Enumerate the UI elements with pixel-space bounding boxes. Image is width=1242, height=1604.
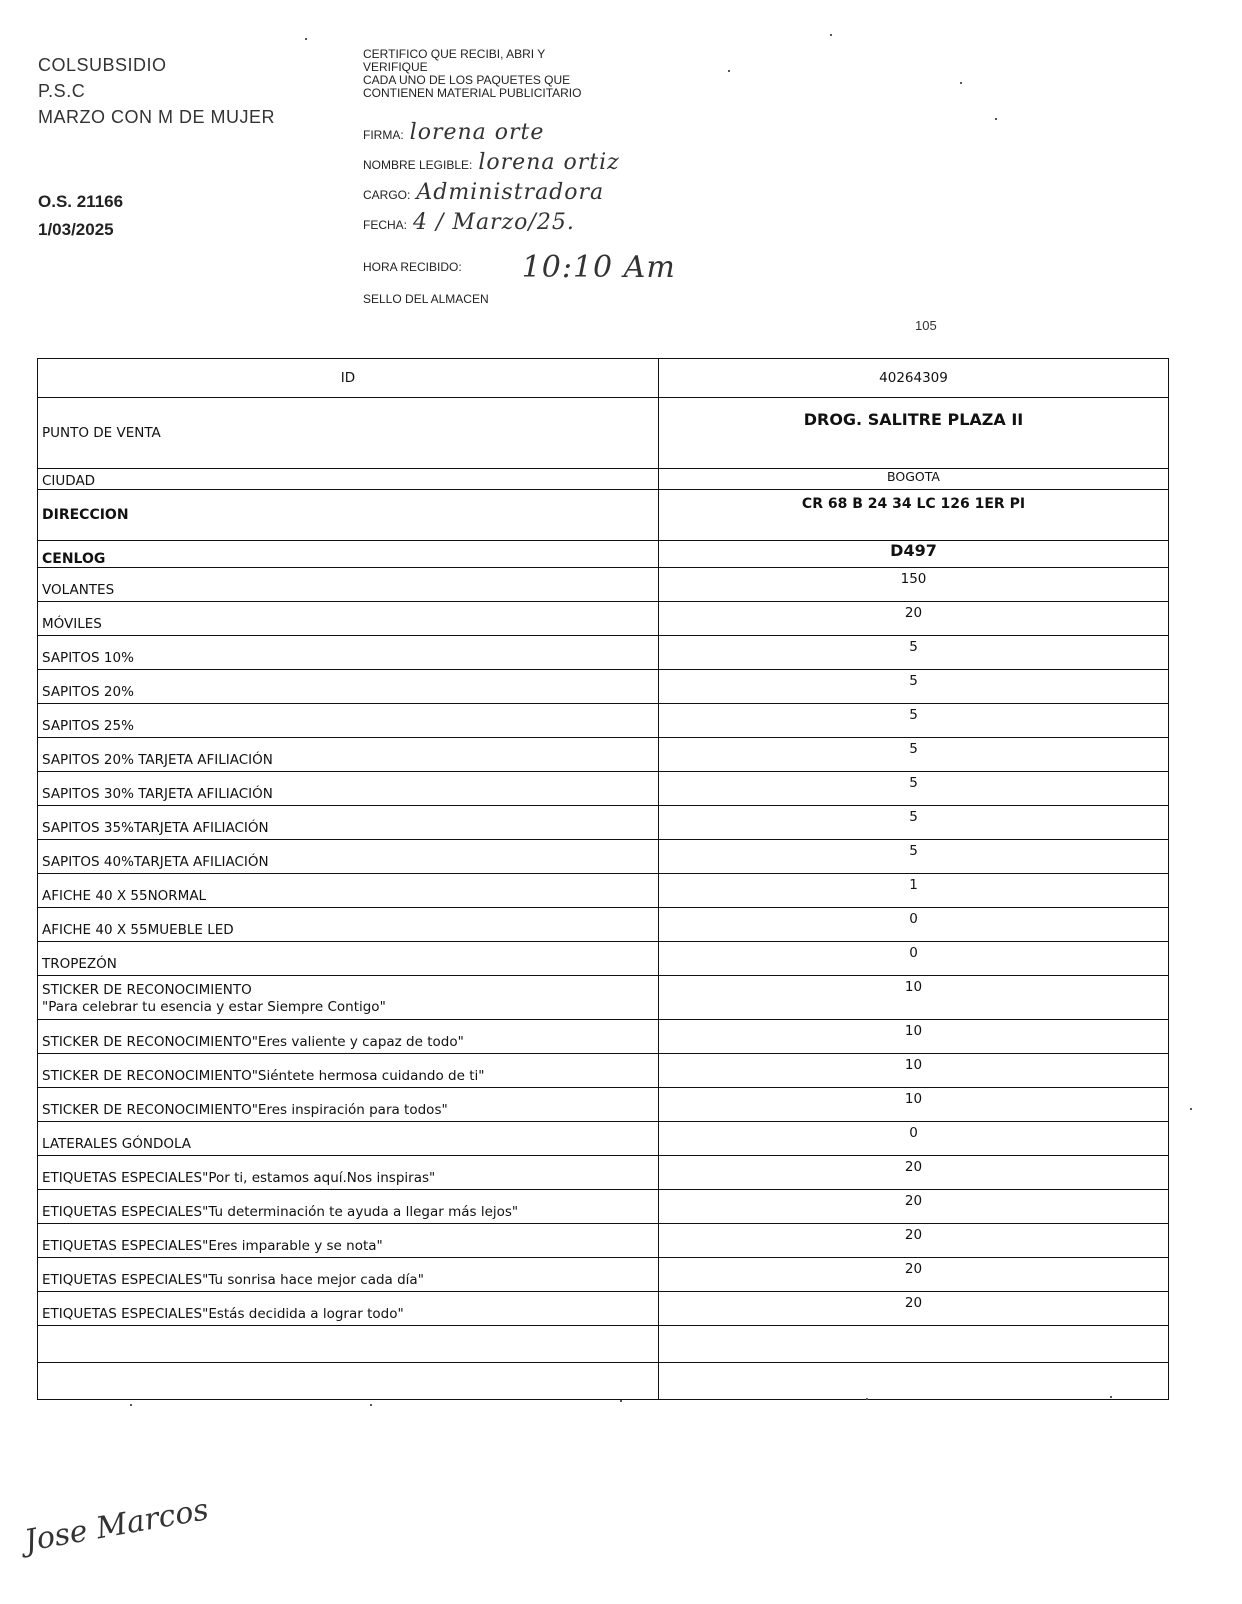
item-label-text: SAPITOS 20% TARJETA AFILIACIÓN (42, 752, 273, 768)
received-time-handwritten: 10:10 Am (521, 250, 676, 285)
empty-cell (38, 1326, 659, 1363)
item-label-text: STICKER DE RECONOCIMIENTO"Siéntete hermosa cuidando de ti" (42, 1068, 485, 1084)
item-quantity: 20 (659, 602, 1169, 636)
scan-speck (130, 1404, 132, 1406)
item-label-text: ETIQUETAS ESPECIALES"Tu sonrisa hace mejor cada día" (42, 1272, 424, 1288)
table-row-id (38, 359, 1169, 398)
signature-field (363, 120, 544, 145)
table-row-address (38, 490, 1169, 541)
item-label (38, 874, 659, 908)
received-time-field (363, 244, 676, 285)
table-row (38, 1190, 1169, 1224)
item-label (38, 1292, 659, 1326)
table-row (38, 568, 1169, 602)
scan-speck (866, 1398, 868, 1400)
scan-speck (370, 1404, 372, 1406)
table-row (38, 1224, 1169, 1258)
item-quantity: 0 (659, 1122, 1169, 1156)
item-label (38, 1258, 659, 1292)
certificate-line: CADA UNO DE LOS PAQUETES QUE (363, 73, 571, 87)
id-label: ID (38, 359, 659, 398)
item-label-text: STICKER DE RECONOCIMIENTO (42, 982, 252, 998)
item-quantity: 5 (659, 840, 1169, 874)
order-date: 1/03/2025 (38, 220, 114, 239)
footer-handwritten-signature: Jose Marcos (21, 1492, 212, 1559)
item-label-text: ETIQUETAS ESPECIALES"Estás decidida a lograr todo" (42, 1306, 404, 1322)
scan-speck (995, 118, 997, 120)
signature-label: FIRMA: (363, 128, 404, 142)
table-row (38, 806, 1169, 840)
item-label (38, 568, 659, 602)
point-of-sale-label: PUNTO DE VENTA (38, 398, 659, 469)
item-label-text: VOLANTES (42, 582, 115, 598)
item-quantity: 5 (659, 670, 1169, 704)
date-field (363, 210, 575, 235)
page-number: 105 (915, 318, 937, 333)
item-label-text: SAPITOS 10% (42, 650, 134, 666)
table-row (38, 772, 1169, 806)
store-stamp-field (363, 292, 489, 306)
city-value: BOGOTA (659, 469, 1169, 490)
table-row (38, 976, 1169, 1020)
item-label (38, 738, 659, 772)
legible-name-handwritten: lorena ortiz (478, 150, 620, 175)
item-label (38, 602, 659, 636)
table-row (38, 670, 1169, 704)
item-label-text: AFICHE 40 X 55MUEBLE LED (42, 922, 234, 938)
certificate-line: CERTIFICO QUE RECIBI, ABRI Y (363, 47, 546, 61)
item-quantity: 150 (659, 568, 1169, 602)
scan-speck (620, 1400, 622, 1402)
item-quantity: 10 (659, 976, 1169, 1020)
item-label-text: ETIQUETAS ESPECIALES"Tu determinación te ayuda a llegar más lejos" (42, 1204, 519, 1220)
position-handwritten: Administradora (416, 180, 605, 205)
position-label: CARGO: (363, 188, 411, 202)
order-number: O.S. 21166 (38, 192, 124, 211)
table-row-cenlog (38, 541, 1169, 568)
table-row (38, 1156, 1169, 1190)
certificate-text (363, 48, 743, 100)
table-row (38, 840, 1169, 874)
empty-cell (659, 1326, 1169, 1363)
item-quantity: 10 (659, 1054, 1169, 1088)
table-row (38, 1292, 1169, 1326)
table-row (38, 602, 1169, 636)
scan-speck (728, 70, 730, 72)
receipt-certificate (363, 47, 743, 306)
table-row (38, 704, 1169, 738)
address-value: CR 68 B 24 34 LC 126 1ER PI (659, 490, 1169, 541)
empty-cell (659, 1363, 1169, 1400)
item-quantity: 20 (659, 1156, 1169, 1190)
item-quantity: 20 (659, 1190, 1169, 1224)
item-label-text: STICKER DE RECONOCIMIENTO"Eres valiente y capaz de todo" (42, 1034, 464, 1050)
item-label-text: STICKER DE RECONOCIMIENTO"Eres inspiración para todos" (42, 1102, 448, 1118)
item-quantity: 5 (659, 806, 1169, 840)
item-label (38, 1190, 659, 1224)
item-label (38, 942, 659, 976)
item-label (38, 840, 659, 874)
table-row (38, 1258, 1169, 1292)
item-label-text: MÓVILES (42, 616, 102, 632)
item-label-text: ETIQUETAS ESPECIALES"Eres imparable y se nota" (42, 1238, 383, 1254)
company-name: COLSUBSIDIO (38, 55, 167, 75)
scan-speck (1190, 1108, 1192, 1110)
city-label: CIUDAD (38, 469, 659, 490)
item-label (38, 976, 659, 1020)
item-label (38, 704, 659, 738)
item-quantity: 10 (659, 1088, 1169, 1122)
table-row (38, 636, 1169, 670)
table-row (38, 1054, 1169, 1088)
item-label-text: TROPEZÓN (42, 956, 117, 972)
item-label (38, 670, 659, 704)
item-quantity: 0 (659, 908, 1169, 942)
table-row (38, 1122, 1169, 1156)
table-row (38, 738, 1169, 772)
item-label-text: SAPITOS 30% TARJETA AFILIACIÓN (42, 786, 273, 802)
item-quantity: 0 (659, 942, 1169, 976)
item-label (38, 1224, 659, 1258)
item-label (38, 1054, 659, 1088)
item-label-text: ETIQUETAS ESPECIALES"Por ti, estamos aquí.Nos inspiras" (42, 1170, 436, 1186)
table-row (38, 874, 1169, 908)
item-label-text: SAPITOS 35%TARJETA AFILIACIÓN (42, 820, 269, 836)
empty-table-row (38, 1363, 1169, 1400)
item-label-text: LATERALES GÓNDOLA (42, 1136, 192, 1152)
cenlog-value: D497 (659, 541, 1169, 568)
scan-speck (1110, 1396, 1112, 1398)
item-label (38, 1156, 659, 1190)
item-label (38, 1088, 659, 1122)
item-label-text: SAPITOS 40%TARJETA AFILIACIÓN (42, 854, 269, 870)
empty-table-row (38, 1326, 1169, 1363)
date-label: FECHA: (363, 218, 408, 232)
item-label (38, 1020, 659, 1054)
item-quantity: 1 (659, 874, 1169, 908)
cenlog-label: CENLOG (38, 541, 659, 568)
store-stamp-label: SELLO DEL ALMACEN (363, 292, 489, 306)
empty-cell (38, 1363, 659, 1400)
delivery-table (37, 358, 1169, 1400)
table-row-point-of-sale (38, 398, 1169, 469)
signature-handwritten: lorena orte (409, 120, 545, 145)
item-label (38, 806, 659, 840)
address-label: DIRECCION (38, 490, 659, 541)
scan-speck (305, 38, 307, 40)
item-quantity: 20 (659, 1292, 1169, 1326)
table-row (38, 1088, 1169, 1122)
item-label (38, 772, 659, 806)
table-row (38, 908, 1169, 942)
legible-name-field (363, 150, 620, 175)
certificate-line: VERIFIQUE (363, 60, 428, 74)
item-quantity: 5 (659, 636, 1169, 670)
item-quantity: 10 (659, 1020, 1169, 1054)
date-handwritten: 4 / Marzo/25. (413, 210, 575, 235)
table-row (38, 942, 1169, 976)
item-quantity: 5 (659, 738, 1169, 772)
scan-speck (960, 82, 962, 84)
item-label-subtext: "Para celebrar tu esencia y estar Siempre Contigo" (42, 999, 386, 1015)
department: P.S.C (38, 81, 86, 101)
item-label-text: AFICHE 40 X 55NORMAL (42, 888, 207, 904)
item-quantity: 20 (659, 1258, 1169, 1292)
id-value: 40264309 (659, 359, 1169, 398)
table-row-city (38, 469, 1169, 490)
point-of-sale-value: DROG. SALITRE PLAZA II (659, 398, 1169, 469)
campaign-title: MARZO CON M DE MUJER (38, 107, 275, 127)
item-label-text: SAPITOS 20% (42, 684, 134, 700)
scan-speck (830, 34, 832, 36)
table-row (38, 1020, 1169, 1054)
item-label (38, 636, 659, 670)
item-label-text: SAPITOS 25% (42, 718, 134, 734)
item-label (38, 1122, 659, 1156)
item-quantity: 20 (659, 1224, 1169, 1258)
legible-name-label: NOMBRE LEGIBLE: (363, 158, 473, 172)
certificate-line: CONTIENEN MATERIAL PUBLICITARIO (363, 86, 582, 100)
position-field (363, 180, 604, 205)
item-label (38, 908, 659, 942)
header-left (38, 52, 275, 239)
item-quantity: 5 (659, 772, 1169, 806)
received-time-label: HORA RECIBIDO: (363, 260, 462, 274)
item-quantity: 5 (659, 704, 1169, 738)
